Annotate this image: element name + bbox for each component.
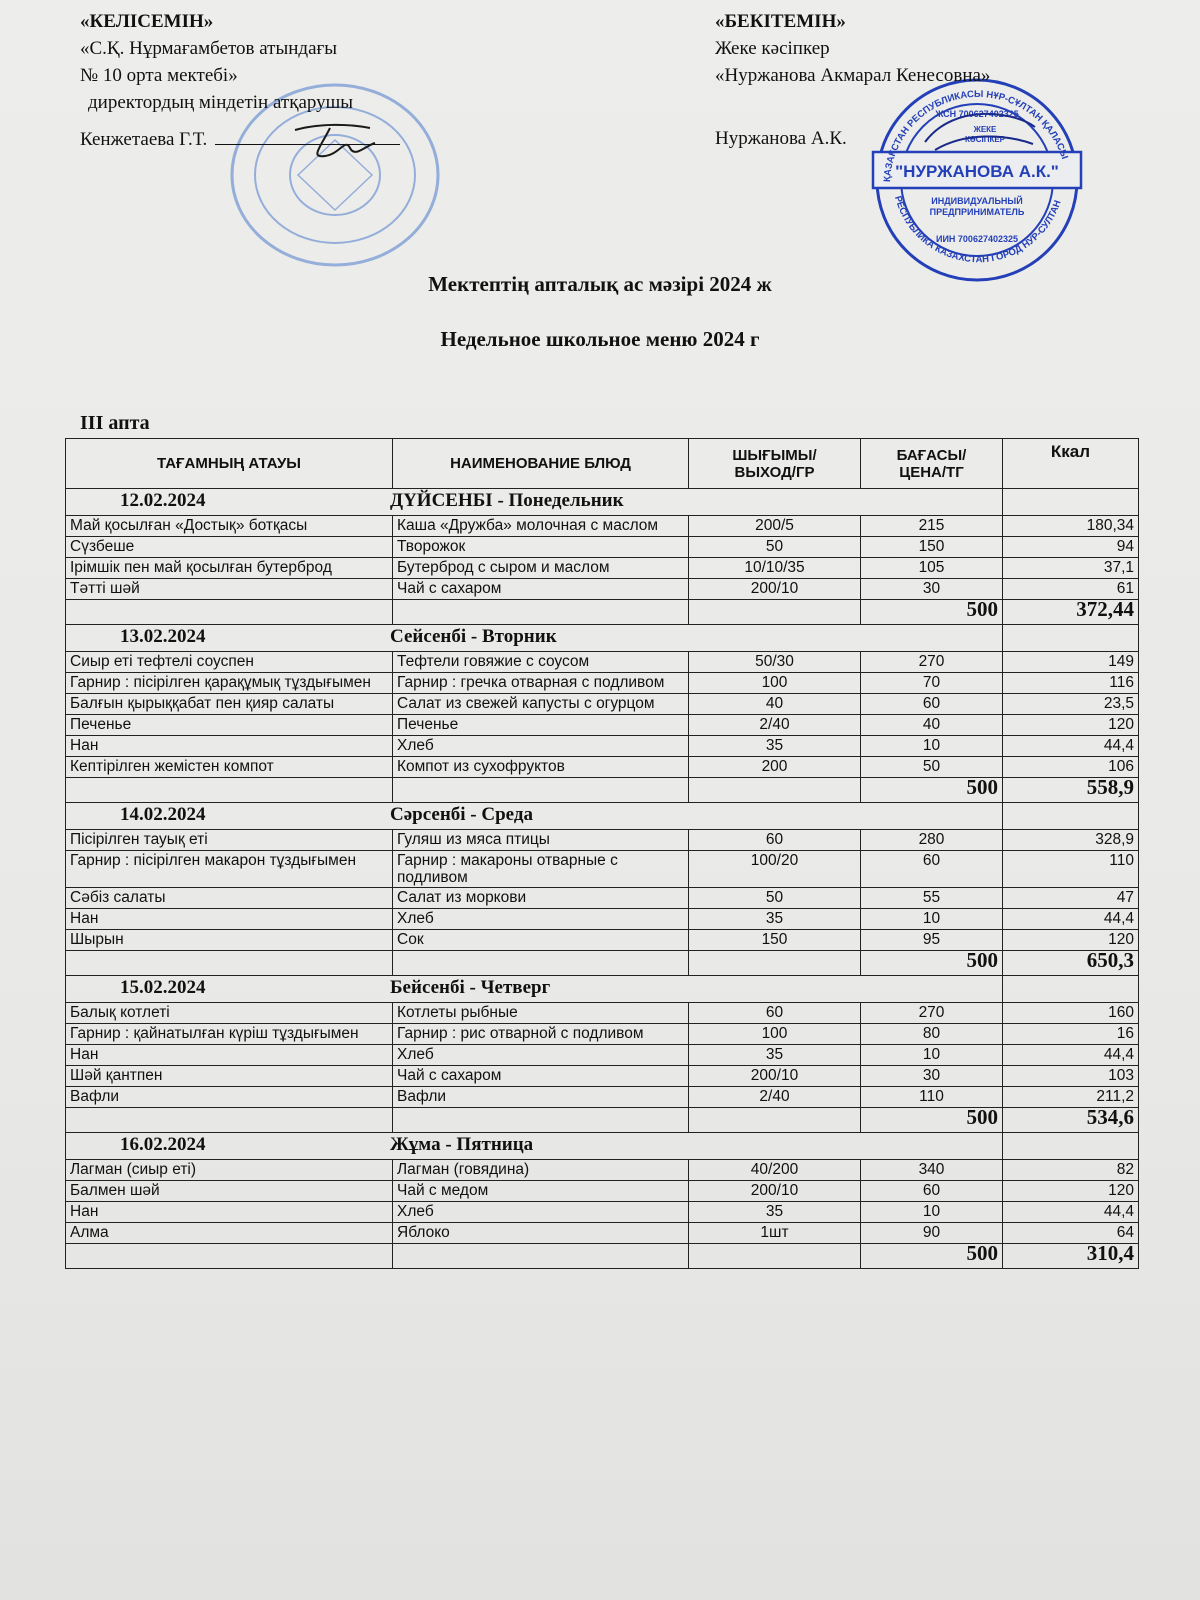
dish-output: 50 <box>689 888 861 909</box>
dish-kcal: 106 <box>1003 757 1139 778</box>
table-row <box>66 736 1139 757</box>
dish-kcal: 116 <box>1003 673 1139 694</box>
dish-kcal: 328,9 <box>1003 830 1139 851</box>
dish-kcal: 149 <box>1003 652 1139 673</box>
dish-kz: Нан <box>66 909 393 930</box>
dish-ru: Чай с медом <box>393 1181 689 1202</box>
day-header-row <box>66 803 1139 830</box>
week-label: III апта <box>80 412 150 434</box>
dish-ru: Яблоко <box>393 1223 689 1244</box>
dish-output: 35 <box>689 1045 861 1066</box>
dish-output: 35 <box>689 736 861 757</box>
dish-kz: Балық котлеті <box>66 1003 393 1024</box>
dish-ru: Котлеты рыбные <box>393 1003 689 1024</box>
total-empty <box>393 778 689 803</box>
total-row <box>66 600 1139 625</box>
dish-kcal: 44,4 <box>1003 1045 1139 1066</box>
dish-output: 100/20 <box>689 851 861 888</box>
table-row <box>66 1003 1139 1024</box>
dish-price: 280 <box>861 830 1003 851</box>
total-empty <box>393 951 689 976</box>
dish-price: 50 <box>861 757 1003 778</box>
total-price: 500 <box>861 951 1003 976</box>
dish-output: 100 <box>689 673 861 694</box>
total-kcal: 534,6 <box>1003 1108 1139 1133</box>
dish-output: 2/40 <box>689 715 861 736</box>
svg-text:ИИН 700627402325: ИИН 700627402325 <box>935 234 1019 244</box>
dish-kcal: 44,4 <box>1003 909 1139 930</box>
col-kz-header: ТАҒАМНЫҢ АТАУЫ <box>66 439 393 489</box>
day-name: Жұма - Пятница <box>390 1134 534 1155</box>
dish-price: 30 <box>861 1066 1003 1087</box>
total-empty <box>689 778 861 803</box>
dish-ru: Гарнир : макароны отварные с подливом <box>393 851 689 888</box>
dish-ru: Сок <box>393 930 689 951</box>
dish-price: 10 <box>861 1202 1003 1223</box>
approval-left-line1: «С.Қ. Нұрмағамбетов атындағы <box>80 38 338 59</box>
total-empty <box>66 600 393 625</box>
signature-left <box>290 118 380 168</box>
day-empty-cell <box>1003 976 1139 1003</box>
total-empty <box>66 1244 393 1269</box>
day-date: 16.02.2024 <box>120 1134 206 1155</box>
total-empty <box>689 1108 861 1133</box>
dish-ru: Чай с сахаром <box>393 579 689 600</box>
total-empty <box>66 951 393 976</box>
svg-text:ҚАЗАҚСТАН РЕСПУБЛИКАСЫ НҰР-СҰЛ: ҚАЗАҚСТАН РЕСПУБЛИКАСЫ НҰР-СҰЛТАН ҚАЛАСЫ <box>881 88 1070 183</box>
svg-text:РЕСПУБЛИКА КАЗАХСТАН ГОРОД НУР: РЕСПУБЛИКА КАЗАХСТАН ГОРОД НУР-СУЛТАН <box>892 194 1064 266</box>
table-row <box>66 694 1139 715</box>
dish-kz: Гарнир : қайнатылған күріш тұздығымен <box>66 1024 393 1045</box>
dish-kz: Кептірілген жемістен компот <box>66 757 393 778</box>
dish-output: 200/10 <box>689 1181 861 1202</box>
day-header-row <box>66 625 1139 652</box>
day-empty-cell <box>1003 803 1139 830</box>
svg-text:"НУРЖАНОВА А.К.": "НУРЖАНОВА А.К." <box>895 162 1059 181</box>
total-row <box>66 1108 1139 1133</box>
dish-kcal: 64 <box>1003 1223 1139 1244</box>
dish-price: 95 <box>861 930 1003 951</box>
approval-right-line2: «Нуржанова Акмарал Кенесовна» <box>715 65 991 86</box>
dish-ru: Чай с сахаром <box>393 1066 689 1087</box>
col-out-header: ШЫҒЫМЫ/ ВЫХОД/ГР <box>689 439 861 489</box>
dish-kcal: 120 <box>1003 1181 1139 1202</box>
dish-kz: Алма <box>66 1223 393 1244</box>
dish-price: 150 <box>861 537 1003 558</box>
day-title <box>66 489 1003 516</box>
total-kcal: 650,3 <box>1003 951 1139 976</box>
day-title <box>66 803 1003 830</box>
approval-right-title: «БЕКІТЕМІН» <box>715 11 846 32</box>
dish-output: 60 <box>689 1003 861 1024</box>
day-name: ДҮЙСЕНБІ - Понедельник <box>390 490 624 511</box>
table-row <box>66 888 1139 909</box>
day-empty-cell <box>1003 625 1139 652</box>
dish-output: 200/10 <box>689 579 861 600</box>
day-header-row <box>66 976 1139 1003</box>
dish-price: 105 <box>861 558 1003 579</box>
col-price-header: БАҒАСЫ/ ЦЕНА/ТГ <box>861 439 1003 489</box>
dish-ru: Гарнир : рис отварной с подливом <box>393 1024 689 1045</box>
dish-kcal: 120 <box>1003 715 1139 736</box>
table-row <box>66 1202 1139 1223</box>
dish-ru: Лагман (говядина) <box>393 1160 689 1181</box>
dish-price: 10 <box>861 1045 1003 1066</box>
day-header-row <box>66 489 1139 516</box>
dish-output: 50/30 <box>689 652 861 673</box>
table-row <box>66 1181 1139 1202</box>
dish-kz: Шәй қантпен <box>66 1066 393 1087</box>
table-row <box>66 909 1139 930</box>
dish-kz: Вафли <box>66 1087 393 1108</box>
dish-kz: Май қосылған «Достық» ботқасы <box>66 516 393 537</box>
approval-left-line3: директордың міндетін атқарушы <box>88 92 354 113</box>
title-kz: Мектептің апталық ас мәзірі 2024 ж <box>428 272 772 296</box>
table-row <box>66 652 1139 673</box>
dish-ru: Каша «Дружба» молочная с маслом <box>393 516 689 537</box>
dish-price: 80 <box>861 1024 1003 1045</box>
dish-kcal: 23,5 <box>1003 694 1139 715</box>
dish-price: 340 <box>861 1160 1003 1181</box>
total-price: 500 <box>861 1108 1003 1133</box>
col-kcal-header: Ккал <box>1003 439 1139 489</box>
dish-kcal: 47 <box>1003 888 1139 909</box>
dish-kcal: 180,34 <box>1003 516 1139 537</box>
dish-price: 60 <box>861 1181 1003 1202</box>
dish-kz: Ірімшік пен май қосылған бутерброд <box>66 558 393 579</box>
table-row <box>66 1024 1139 1045</box>
day-header-row <box>66 1133 1139 1160</box>
dish-kz: Лагман (сиыр еті) <box>66 1160 393 1181</box>
dish-kcal: 44,4 <box>1003 1202 1139 1223</box>
dish-ru: Печенье <box>393 715 689 736</box>
title-ru: Недельное школьное меню 2024 г <box>440 327 760 351</box>
table-row <box>66 1045 1139 1066</box>
table-row <box>66 830 1139 851</box>
dish-output: 60 <box>689 830 861 851</box>
dish-kz: Шырын <box>66 930 393 951</box>
dish-ru: Хлеб <box>393 1045 689 1066</box>
total-empty <box>689 600 861 625</box>
day-date: 12.02.2024 <box>120 490 206 511</box>
approval-left-signer: Кенжетаева Г.Т. <box>80 129 208 150</box>
dish-kcal: 103 <box>1003 1066 1139 1087</box>
total-kcal: 558,9 <box>1003 778 1139 803</box>
svg-text:ПРЕДПРИНИМАТЕЛЬ: ПРЕДПРИНИМАТЕЛЬ <box>929 207 1025 217</box>
dish-ru: Гарнир : гречка отварная с подливом <box>393 673 689 694</box>
svg-text:ЖЕКЕ: ЖЕКЕ <box>973 125 997 134</box>
dish-kcal: 82 <box>1003 1160 1139 1181</box>
day-empty-cell <box>1003 1133 1139 1160</box>
dish-output: 35 <box>689 1202 861 1223</box>
total-price: 500 <box>861 1244 1003 1269</box>
dish-price: 60 <box>861 851 1003 888</box>
total-row <box>66 951 1139 976</box>
table-row <box>66 673 1139 694</box>
day-name: Сәрсенбі - Среда <box>390 804 533 825</box>
dish-kz: Балғын қырыққабат пен қияр салаты <box>66 694 393 715</box>
table-row <box>66 851 1139 888</box>
dish-output: 200 <box>689 757 861 778</box>
total-empty <box>393 600 689 625</box>
dish-ru: Бутерброд с сыром и маслом <box>393 558 689 579</box>
dish-output: 1шт <box>689 1223 861 1244</box>
total-row <box>66 778 1139 803</box>
dish-ru: Салат из моркови <box>393 888 689 909</box>
dish-price: 60 <box>861 694 1003 715</box>
dish-ru: Творожок <box>393 537 689 558</box>
dish-kz: Тәтті шәй <box>66 579 393 600</box>
dish-kcal: 120 <box>1003 930 1139 951</box>
total-kcal: 372,44 <box>1003 600 1139 625</box>
dish-output: 200/10 <box>689 1066 861 1087</box>
dish-ru: Гуляш из мяса птицы <box>393 830 689 851</box>
dish-kz: Сәбіз салаты <box>66 888 393 909</box>
dish-output: 150 <box>689 930 861 951</box>
dish-ru: Хлеб <box>393 736 689 757</box>
dish-output: 200/5 <box>689 516 861 537</box>
total-price: 500 <box>861 778 1003 803</box>
total-empty <box>689 951 861 976</box>
dish-output: 35 <box>689 909 861 930</box>
dish-ru: Тефтели говяжие с соусом <box>393 652 689 673</box>
dish-kcal: 211,2 <box>1003 1087 1139 1108</box>
day-title <box>66 1133 1003 1160</box>
dish-price: 10 <box>861 736 1003 757</box>
dish-kcal: 37,1 <box>1003 558 1139 579</box>
dish-price: 40 <box>861 715 1003 736</box>
dish-price: 70 <box>861 673 1003 694</box>
dish-kz: Гарнир : пісірілген қарақұмық тұздығымен <box>66 673 393 694</box>
total-empty <box>66 1108 393 1133</box>
approval-left-title: «КЕЛІСЕМІН» <box>80 11 214 32</box>
dish-output: 2/40 <box>689 1087 861 1108</box>
total-empty <box>689 1244 861 1269</box>
dish-kcal: 94 <box>1003 537 1139 558</box>
svg-text:ЖСН 700627402325: ЖСН 700627402325 <box>935 109 1019 119</box>
dish-kcal: 160 <box>1003 1003 1139 1024</box>
dish-kz: Нан <box>66 1202 393 1223</box>
dish-ru: Вафли <box>393 1087 689 1108</box>
day-name: Сейсенбі - Вторник <box>390 626 557 647</box>
dish-price: 90 <box>861 1223 1003 1244</box>
dish-price: 110 <box>861 1087 1003 1108</box>
day-date: 13.02.2024 <box>120 626 206 647</box>
menu-table <box>65 438 1139 1269</box>
table-row <box>66 537 1139 558</box>
dish-kz: Гарнир : пісірілген макарон тұздығымен <box>66 851 393 888</box>
table-header <box>66 439 1139 489</box>
dish-price: 30 <box>861 579 1003 600</box>
total-row <box>66 1244 1139 1269</box>
day-title <box>66 976 1003 1003</box>
dish-output: 10/10/35 <box>689 558 861 579</box>
dish-ru: Салат из свежей капусты с огурцом <box>393 694 689 715</box>
dish-price: 270 <box>861 1003 1003 1024</box>
total-kcal: 310,4 <box>1003 1244 1139 1269</box>
dish-kz: Сиыр еті тефтелі соуспен <box>66 652 393 673</box>
table-row <box>66 1066 1139 1087</box>
dish-output: 100 <box>689 1024 861 1045</box>
col-ru-header: НАИМЕНОВАНИЕ БЛЮД <box>393 439 689 489</box>
dish-kz: Сүзбеше <box>66 537 393 558</box>
total-empty <box>66 778 393 803</box>
table-row <box>66 516 1139 537</box>
dish-kz: Нан <box>66 736 393 757</box>
approval-right-line1: Жеке кәсіпкер <box>715 38 830 59</box>
table-row <box>66 558 1139 579</box>
dish-kcal: 44,4 <box>1003 736 1139 757</box>
total-empty <box>393 1108 689 1133</box>
dish-kcal: 61 <box>1003 579 1139 600</box>
dish-price: 10 <box>861 909 1003 930</box>
table-row <box>66 1160 1139 1181</box>
dish-output: 50 <box>689 537 861 558</box>
table-row <box>66 715 1139 736</box>
dish-kz: Печенье <box>66 715 393 736</box>
day-name: Бейсенбі - Четверг <box>390 977 551 998</box>
svg-text:КӘСІПКЕР: КӘСІПКЕР <box>965 135 1005 144</box>
dish-price: 55 <box>861 888 1003 909</box>
approval-left-line2: № 10 орта мектебі» <box>80 65 238 86</box>
dish-kcal: 16 <box>1003 1024 1139 1045</box>
day-title <box>66 625 1003 652</box>
svg-text:ИНДИВИДУАЛЬНЫЙ: ИНДИВИДУАЛЬНЫЙ <box>931 196 1023 206</box>
dish-kz: Нан <box>66 1045 393 1066</box>
dish-output: 40 <box>689 694 861 715</box>
total-price: 500 <box>861 600 1003 625</box>
day-empty-cell <box>1003 489 1139 516</box>
dish-ru: Хлеб <box>393 1202 689 1223</box>
day-date: 15.02.2024 <box>120 977 206 998</box>
dish-price: 215 <box>861 516 1003 537</box>
dish-kcal: 110 <box>1003 851 1139 888</box>
dish-ru: Хлеб <box>393 909 689 930</box>
dish-output: 40/200 <box>689 1160 861 1181</box>
approval-right <box>715 8 990 152</box>
approval-right-signer: Нуржанова А.К. <box>715 128 847 149</box>
total-empty <box>393 1244 689 1269</box>
dish-kz: Пісірілген тауық еті <box>66 830 393 851</box>
dish-kz: Балмен шәй <box>66 1181 393 1202</box>
dish-ru: Компот из сухофруктов <box>393 757 689 778</box>
dish-price: 270 <box>861 652 1003 673</box>
day-date: 14.02.2024 <box>120 804 206 825</box>
